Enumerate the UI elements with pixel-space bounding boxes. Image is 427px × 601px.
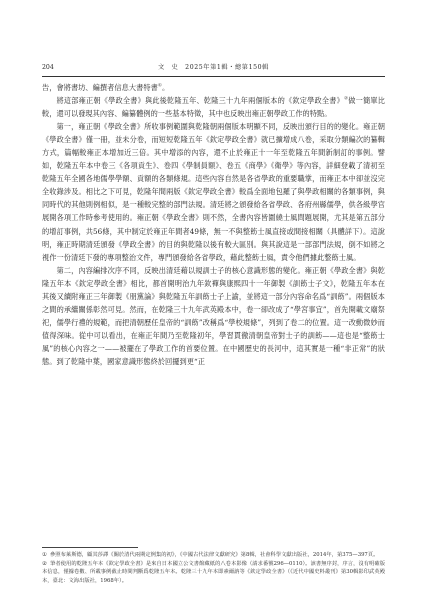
footnotes <box>42 551 385 585</box>
footnote-2-mark: ② <box>42 560 47 567</box>
paragraph-1-text: 告，會將書坊、編撰者信息大書特書 <box>42 83 158 92</box>
footnote-ref-1[interactable]: ① <box>157 83 162 89</box>
footnote-1-mark: ① <box>42 552 47 558</box>
paragraph-1-end: 。 <box>161 83 170 92</box>
paragraph-2-text-b: 做一簡單比較，還可以發現其內容、編纂體例的一些基本特徵，其中也反映出雍正朝學政工作的特點。 <box>42 96 385 119</box>
footnote-2-text: 筆者使用的乾隆五年本《欽定學政全書》是來自日本國立公文書館藏紙的八卷本影像（請求番號296—0110）。該書無序封，序言，沒有明確版本信息，僅據卷數、所載事例截止時間判斷爲乾隆五年本。乾隆三十九年本即素爾訥等《欽定學政全書》（《近代中國史料叢刊》第30輯影印武英殿本，臺北：文海出版社，1968年）。 <box>42 560 385 584</box>
footnote-2 <box>42 560 385 586</box>
paragraph-1 <box>42 81 385 94</box>
running-head <box>42 62 385 74</box>
journal-title: 文 史 2025年第1輯・總第150輯 <box>158 64 269 71</box>
body-text <box>42 81 385 368</box>
header-rule <box>42 76 385 77</box>
page-number: 204 <box>42 64 54 71</box>
footnote-rule <box>42 547 138 548</box>
footnote-ref-2[interactable]: ② <box>343 96 349 102</box>
footnote-1 <box>42 551 385 560</box>
paragraph-3: 第一，雍正朝《學政全書》所收事例範圍與乾隆朝兩個版本明顯不同，反映出頒行目的的變化。雍正朝《學政全書》僅一冊，並未分卷，而短短乾隆五年《欽定學政全書》就已擴增成八卷，采取分類編次的纂輯方式，篇幅較雍正本增加近三倍。其中增添的內容，還不止於雍正十一年至乾隆五年間新制訂的事例。譬如，乾隆五年本中卷三《各項貢生》、卷四《學制員額》、卷五《商學》《衛學》等內容，詳細登載了清初至乾隆五年全國各地儒學學額、貢額的各類條規。這些內容自然是各省學政的重要職掌，而雍正本中卻並沒完全收錄涉及。相比之下可見，乾隆年間兩版《欽定學政全書》較爲全面地包羅了與學政相關的各類事例，與同時代的其他則例相似，是一種較完整的部門法規。清廷將之頒發給各省學政、各府州縣儒學，供各級學官展開各項工作時參考使用的。雍正朝《學政全書》則不然，全書內容皆圍繞士風問題展開，尤其是第五部分的增訂事例，共56條，其中制定於雍正年間者49條，無一不與整飭士風直接或間接相關（具體詳下）。這說明，雍正時期清廷頒發《學政全書》的目的與乾隆以後有較大區別。與其說這是一部部門法規，倒不如將之視作一份清廷下發的專項整治文件，專門頒發給各省學政，藉此整飭士風，責令他們據此整飭士風。 <box>42 122 385 262</box>
paragraph-2-text-a: 將這部雍正朝《學政全書》與此後乾隆五年、乾隆三十九年兩個版本的《欽定學政全書》 <box>56 96 344 106</box>
footnote-1-text: 參照布萊斯德，顧其莎譯《關於清代兩期定例集的初》，《中國古代法律文獻研究》第8輯，社會科學文獻出版社，2014年，第375—397頁。 <box>50 552 379 558</box>
paragraph-2 <box>42 94 385 120</box>
paragraph-4: 第二，內容編排次序不同，反映出清廷藉以規訓士子的核心意識形態的變化。雍正朝《學政全書》與乾隆五年本《欽定學政全書》相比，都首開明治九年欽禪與康熙四十一年御製《訓飭士子文》，乾隆五年本在其後又續附雍正三年御製《朋黨論》與乾隆五年訓飭士子上諭，並將這一部分內容命名爲“訓飭”。兩個版本之間的承繼關係彰然可見。然而，在乾隆三十九年武英殿本中，卷一卻改成了“學宮事宜”，首先開載文廟祭祀，儒學行禮的規範，而把清朝歷任皇帝的“訓飭”改稱爲“學校規條”，列到了卷二的位置。這一改動微妙而值得深味。從中可以看出，在雍正年間乃至乾隆初年，學習貫徹清朝皇帝對士子的訓飭——這也是“整飭士風”的核心內容之一——被擺在了學政工作的首要位置。在中國歷史的長河中，這其實是一種“非正常”的狀態。到了乾隆中葉，國家意識形態終於回擺到更“正 <box>42 265 385 366</box>
